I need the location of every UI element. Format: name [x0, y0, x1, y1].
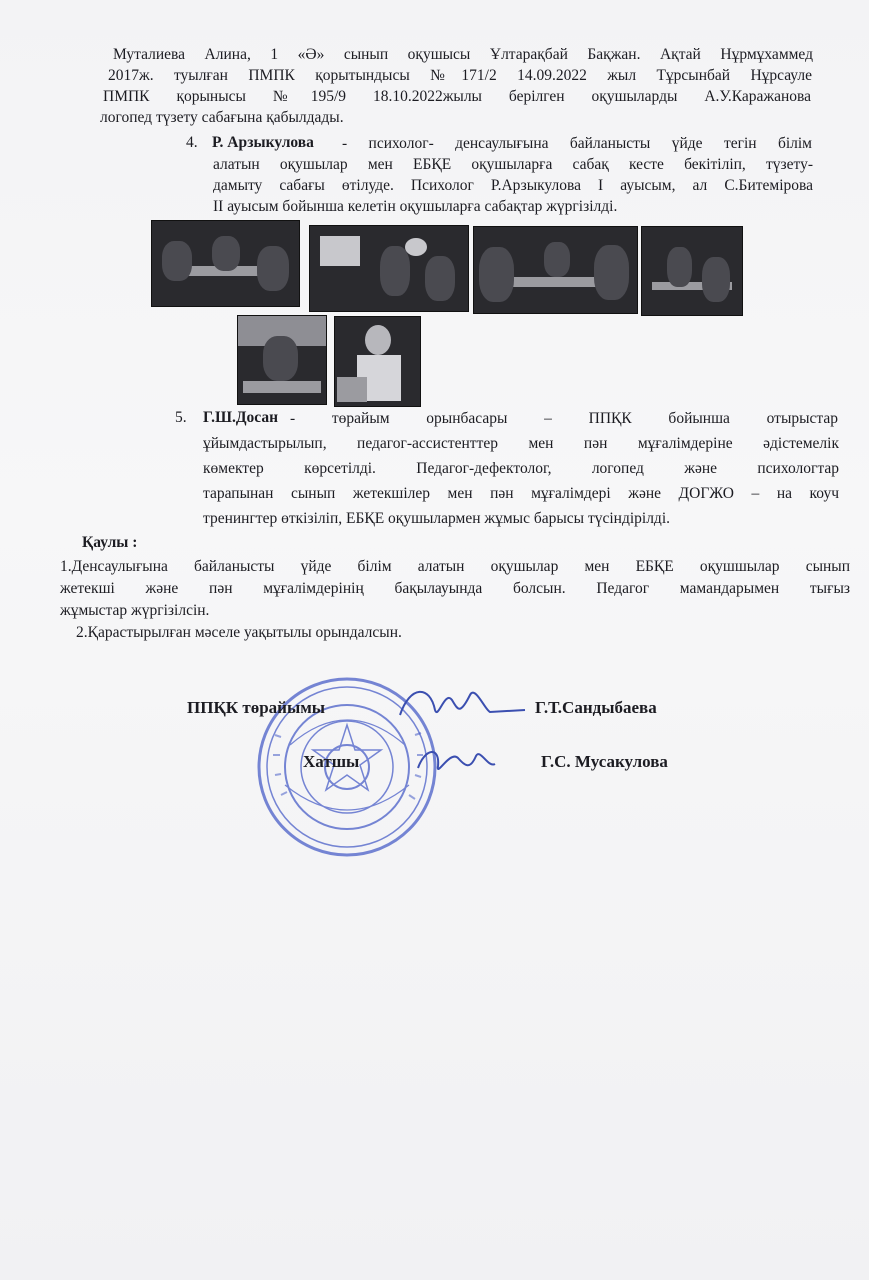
resolution-heading: Қаулы :	[82, 534, 138, 551]
item4-line-2: алатын оқушылар мен ЕБҚЕ оқушыларға сабақ кесте бекітіліп, түзету-	[213, 156, 813, 173]
secretary-signature	[410, 738, 500, 788]
item4-line-4: II ауысым бойынша келетін оқушыларға сабақтар жүргізілді.	[213, 198, 618, 215]
chair-name: Г.Т.Сандыбаева	[535, 698, 657, 717]
item4-line-3: дамыту сабағы өтілуде. Психолог Р.Арзыкулова I ауысым, ал С.Битемірова	[213, 177, 813, 194]
resolution-p1-line-2: жетекші және пән мұғалімдерінің бақылауында болсын. Педагог мамандарымен тығыз	[60, 580, 850, 597]
item5-line-5: тренингтер өткізіліп, ЕБҚЕ оқушылармен жұмыс барысы түсіндірілді.	[203, 510, 670, 527]
item5-line-3: көмектер көрсетілді. Педагог-дефектолог, логопед және психологтар	[203, 460, 839, 477]
intro-line-1: Муталиева Алина, 1 «Ә» сынып оқушысы Ұлтарақбай Бақжан. Ақтай Нұрмұхаммед	[113, 46, 813, 63]
resolution-p1-line-3: жұмыстар жүргізілсін.	[60, 602, 210, 619]
item5-line-2: ұйымдастырылып, педагог-ассистенттер мен пән мұғалімдеріне әдістемелік	[203, 435, 839, 452]
intro-line-4: логопед түзету сабағына қабылдады.	[100, 109, 344, 126]
lesson-photo-5	[237, 315, 327, 405]
secretary-name: Г.С. Мусакулова	[541, 752, 668, 771]
intro-line-2: 2017ж. туылған ПМПК қорытындысы №171/2 14.09.2022 жыл Тұрсынбай Нұрсауле	[108, 67, 812, 84]
intro-line-3: ПМПК қорынысы №195/9 18.10.2022жылы берілген оқушыларды А.У.Каражанова	[103, 88, 811, 105]
item5-line-4: тарапынан сынып жетекшілер мен пән мұғалімдері және ДОГЖО – на коуч	[203, 485, 839, 502]
chair-title: ППҚК төрайымы	[187, 698, 326, 717]
classroom-photo-4	[641, 226, 743, 316]
secretary-title: Хатшы	[303, 752, 360, 771]
classroom-photo-3	[473, 226, 638, 314]
child-photo-6	[334, 316, 421, 407]
resolution-p2: 2.Қарастырылған мәселе уақытылы орындалсын.	[76, 624, 402, 641]
item4-line-1: - психолог- денсаулығына байланысты үйде тегін білім	[342, 135, 812, 152]
classroom-photo-1	[151, 220, 300, 307]
chair-signature	[390, 680, 530, 730]
item5-name: Г.Ш.Досан	[203, 409, 279, 426]
item4-name: Р. Арзыкулова	[212, 134, 314, 151]
item4-number: 4.	[186, 134, 198, 151]
classroom-photo-2	[309, 225, 469, 312]
item5-line-1: - төрайым орынбасары – ППҚК бойынша отырыстар	[290, 410, 838, 427]
item5-number: 5.	[175, 409, 187, 426]
resolution-p1-line-1: 1.Денсаулығына байланысты үйде білім алатын оқушылар мен ЕБҚЕ оқушшылар сынып	[60, 558, 850, 575]
